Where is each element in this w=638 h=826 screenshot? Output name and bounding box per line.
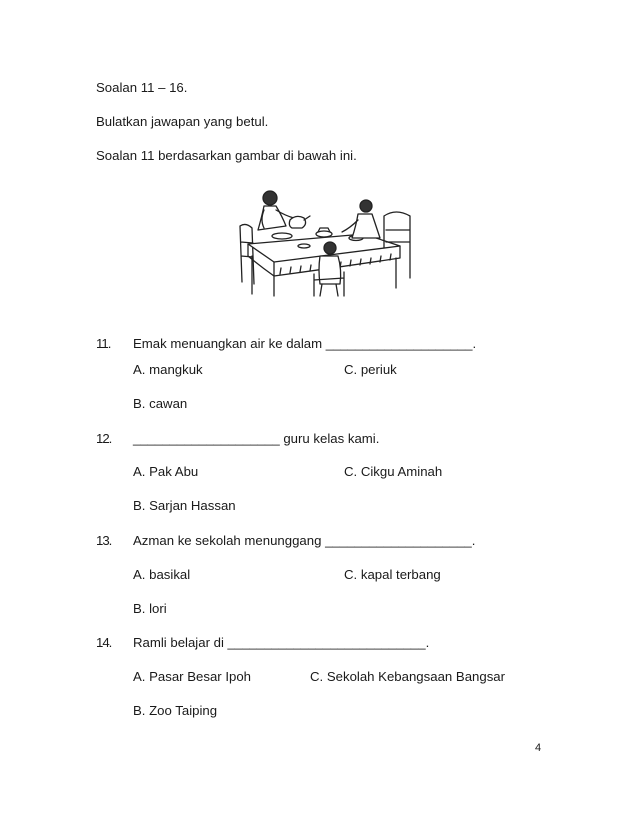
family-at-table-illustration: [234, 186, 414, 298]
option-c[interactable]: C. periuk: [344, 362, 397, 377]
instruction-text: Bulatkan jawapan yang betul.: [96, 114, 269, 129]
option-b[interactable]: B. Zoo Taiping: [133, 703, 218, 718]
figure-note: Soalan 11 berdasarkan gambar di bawah ini.: [96, 148, 357, 163]
question-stem: Emak menuangkan air ke dalam ____________________.: [133, 336, 477, 351]
question-number: 14.: [96, 635, 112, 650]
question-stem: ____________________ guru kelas kami.: [133, 431, 380, 446]
option-a[interactable]: A. Pak Abu: [133, 464, 199, 479]
page-number: 4: [535, 742, 542, 754]
question-stem: Ramli belajar di ___________________________.: [133, 635, 430, 650]
option-c[interactable]: C. Sekolah Kebangsaan Bangsar: [310, 669, 506, 684]
option-b[interactable]: B. cawan: [133, 396, 188, 411]
option-a[interactable]: A. Pasar Besar Ipoh: [133, 669, 252, 684]
option-c[interactable]: C. Cikgu Aminah: [344, 464, 443, 479]
option-a[interactable]: A. mangkuk: [133, 362, 203, 377]
section-heading: Soalan 11 – 16.: [96, 80, 188, 95]
question-stem: Azman ke sekolah menunggang ____________________.: [133, 533, 476, 548]
option-a[interactable]: A. basikal: [133, 567, 191, 582]
question-number: 13.: [96, 533, 112, 548]
question-number: 12.: [96, 431, 112, 446]
option-b[interactable]: B. Sarjan Hassan: [133, 498, 236, 513]
question-number: 11.: [96, 336, 111, 351]
option-b[interactable]: B. lori: [133, 601, 167, 616]
option-c[interactable]: C. kapal terbang: [344, 567, 441, 582]
